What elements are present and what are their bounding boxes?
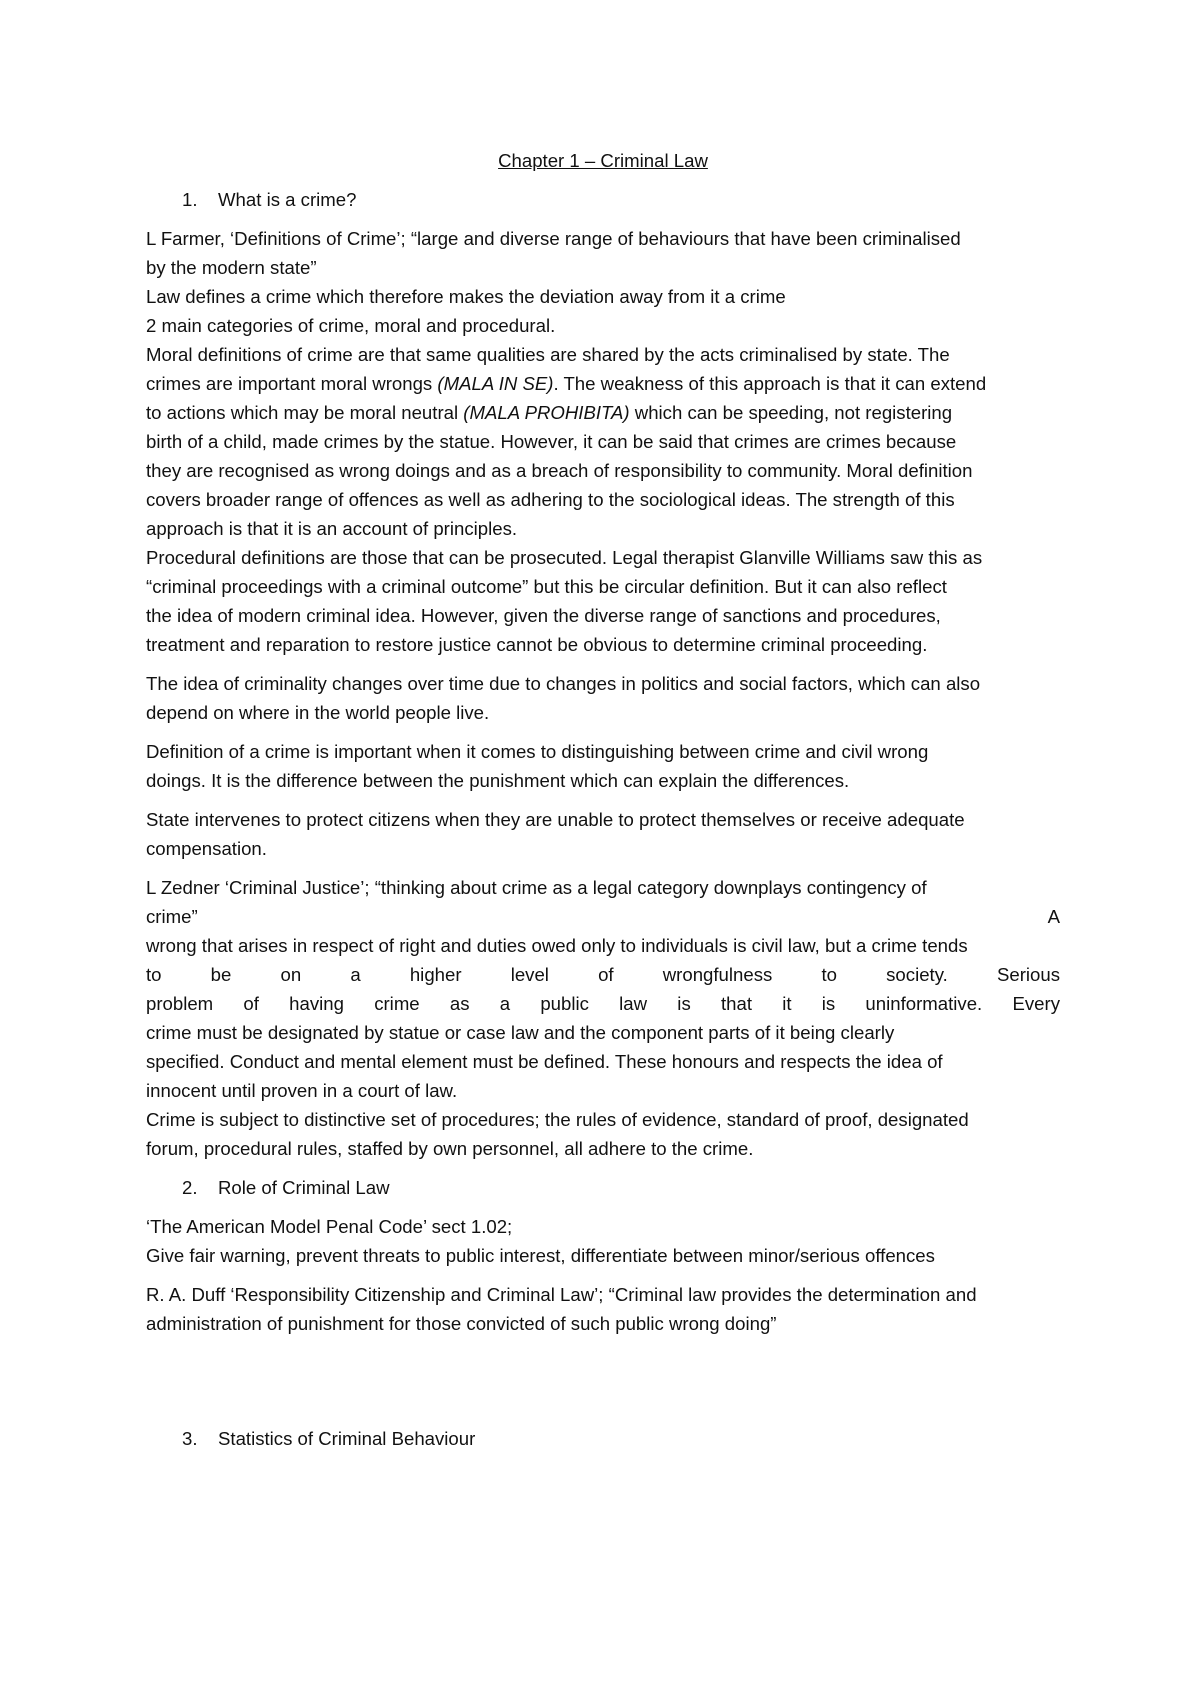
paragraph-definitions [146, 224, 1060, 659]
text-line: L Farmer, ‘Definitions of Crime’; “large and diverse range of behaviours that have been criminalised [146, 228, 961, 249]
text-line: ‘The American Model Penal Code’ sect 1.02; [146, 1216, 513, 1237]
text-line: forum, procedural rules, staffed by own personnel, all adhere to the crime. [146, 1138, 754, 1159]
text-line: by the modern state” [146, 257, 317, 278]
text-line: Definition of a crime is important when it comes to distinguishing between crime and civil wrong [146, 741, 929, 762]
text-line: administration of punishment for those convicted of such public wrong doing” [146, 1313, 777, 1334]
text-run: to actions which may be moral neutral [146, 402, 464, 423]
paragraph-state-intervenes [146, 805, 1060, 863]
text-line: wrong that arises in respect of right and duties owed only to individuals is civil law, but a crime tends [146, 935, 968, 956]
text-line: innocent until proven in a court of law. [146, 1080, 458, 1101]
document-title: Chapter 1 – Criminal Law [498, 150, 708, 171]
section-number: 3. [182, 1428, 198, 1449]
paragraph-model-penal-code [146, 1212, 1060, 1270]
text-line: Procedural definitions are those that can be prosecuted. Legal therapist Glanville Williams saw this as [146, 547, 983, 568]
text-line: compensation. [146, 838, 267, 859]
text-line: Moral definitions of crime are that same qualities are shared by the acts criminalised by state. The [146, 344, 950, 365]
section-heading-2 [146, 1173, 1060, 1202]
section-heading-text: Role of Criminal Law [218, 1177, 390, 1198]
text-line: approach is that it is an account of principles. [146, 518, 518, 539]
text-line: R. A. Duff ‘Responsibility Citizenship and Criminal Law’; “Criminal law provides the determination and [146, 1284, 977, 1305]
section-heading-text: What is a crime? [218, 189, 357, 210]
text-run: crimes are important moral wrongs [146, 373, 438, 394]
section-heading-1 [146, 185, 1060, 214]
paragraph-duff [146, 1280, 1060, 1338]
text-run: which can be speeding, not registering [629, 402, 953, 423]
text-line: The idea of criminality changes over time due to changes in politics and social factors, which can also [146, 673, 981, 694]
section-heading-3 [146, 1424, 1060, 1453]
document-body [146, 146, 1060, 1463]
text-line: L Zedner ‘Criminal Justice’; “thinking about crime as a legal category downplays contingency of [146, 877, 927, 898]
text-line: they are recognised as wrong doings and as a breach of responsibility to community. Moral definition [146, 460, 973, 481]
text-line: State intervenes to protect citizens when they are unable to protect themselves or receive adequate [146, 809, 965, 830]
text-line: depend on where in the world people live. [146, 702, 490, 723]
text-line: specified. Conduct and mental element must be defined. These honours and respects the idea of [146, 1051, 943, 1072]
text-line [146, 369, 1060, 398]
text-line: the idea of modern criminal idea. However, given the diverse range of sanctions and procedures, [146, 605, 941, 626]
section-number: 1. [182, 189, 198, 210]
text-line: 2 main categories of crime, moral and procedural. [146, 315, 556, 336]
blank-space [146, 1348, 1060, 1424]
text-line [146, 398, 1060, 427]
text-line: Crime is subject to distinctive set of procedures; the rules of evidence, standard of proof, designated [146, 1109, 969, 1130]
text-line: Give fair warning, prevent threats to public interest, differentiate between minor/serious offences [146, 1245, 935, 1266]
section-heading-text: Statistics of Criminal Behaviour [218, 1428, 476, 1449]
paragraph-criminality-change [146, 669, 1060, 727]
text-line: “criminal proceedings with a criminal outcome” but this be circular definition. But it can also reflect [146, 576, 947, 597]
latin-term: (MALA PROHIBITA) [463, 402, 630, 423]
text-line: birth of a child, made crimes by the statue. However, it can be said that crimes are crimes because [146, 431, 957, 452]
text-line: crime” A [146, 906, 1060, 927]
latin-term: (MALA IN SE) [437, 373, 554, 394]
text-line: Law defines a crime which therefore makes the deviation away from it a crime [146, 286, 786, 307]
paragraph-civil-wrong [146, 737, 1060, 795]
text-line: problem of having crime as a public law is that it is uninformative. Every [146, 993, 1060, 1014]
text-line: treatment and reparation to restore justice cannot be obvious to determine criminal proceeding. [146, 634, 928, 655]
text-line: doings. It is the difference between the punishment which can explain the differences. [146, 770, 850, 791]
text-line: covers broader range of offences as well as adhering to the sociological ideas. The strength of this [146, 489, 955, 510]
text-line: crime must be designated by statue or case law and the component parts of it being clearly [146, 1022, 895, 1043]
section-number: 2. [182, 1177, 198, 1198]
text-run: . The weakness of this approach is that it can extend [553, 373, 987, 394]
text-line: to be on a higher level of wrongfulness to society. Serious [146, 964, 1060, 985]
paragraph-zedner [146, 873, 1060, 1163]
